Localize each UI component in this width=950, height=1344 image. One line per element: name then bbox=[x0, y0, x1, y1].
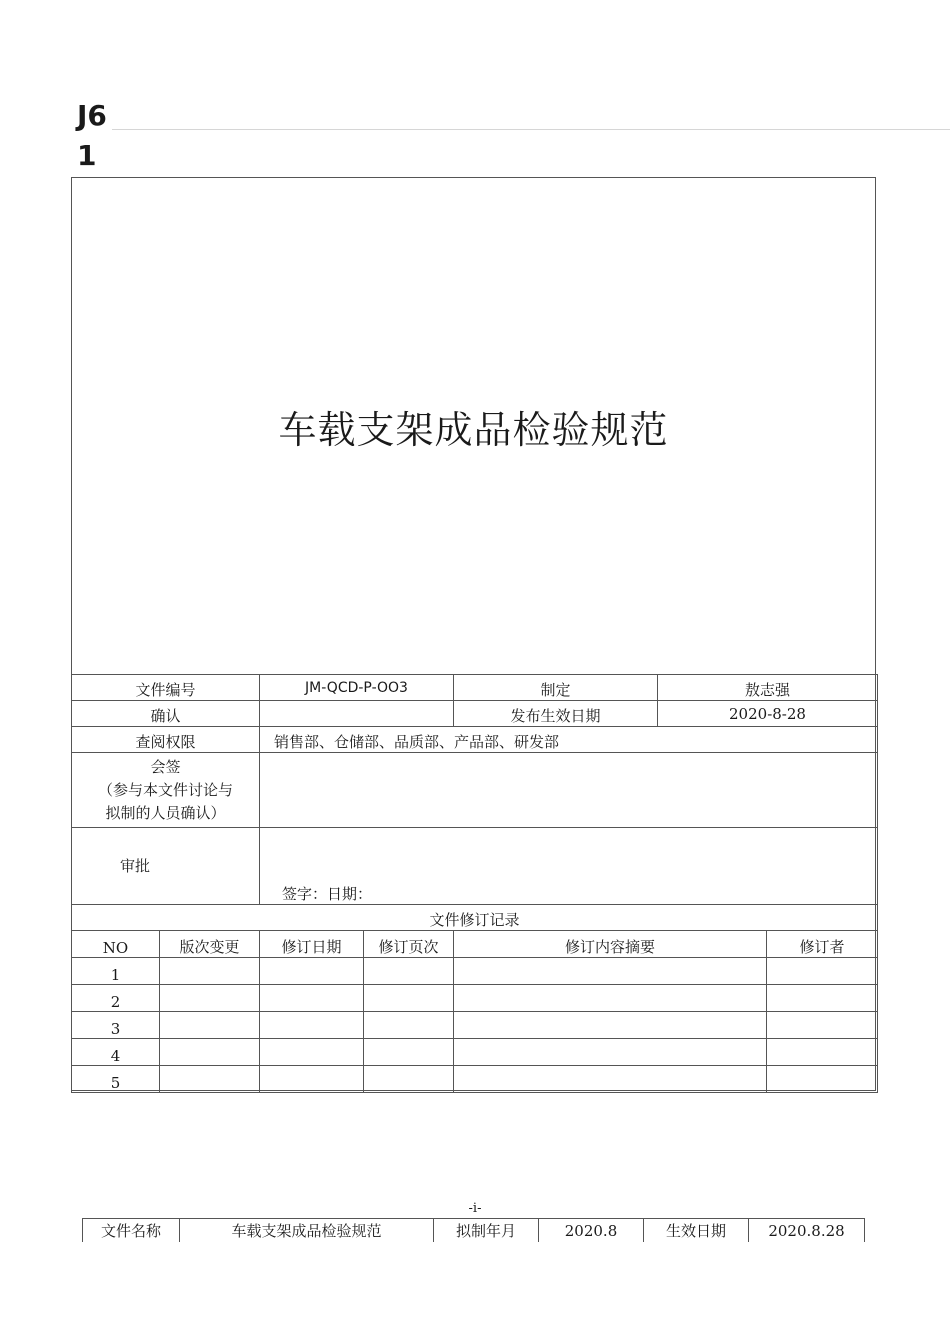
revision-header-pages: 修订页次 bbox=[364, 931, 454, 958]
author-label: 制定 bbox=[454, 675, 658, 701]
countersign-label bbox=[72, 753, 260, 828]
page-number: -i- bbox=[468, 1201, 482, 1216]
revision-cell bbox=[767, 1066, 878, 1093]
table-row bbox=[72, 1066, 878, 1093]
access-label: 查阅权限 bbox=[72, 727, 260, 753]
revision-header-no: NO bbox=[72, 931, 160, 958]
countersign-note-2: 拟制的人员确认） bbox=[105, 803, 226, 822]
footer-effective-label: 生效日期 bbox=[644, 1219, 749, 1243]
revision-cell bbox=[454, 958, 767, 985]
footer-draft-value: 2020.8 bbox=[539, 1219, 644, 1243]
revision-cell bbox=[364, 1066, 454, 1093]
revision-cell bbox=[454, 985, 767, 1012]
revision-header-version: 版次变更 bbox=[160, 931, 260, 958]
document-info-table bbox=[71, 674, 878, 905]
revision-cell bbox=[454, 1012, 767, 1039]
revision-cell bbox=[260, 958, 364, 985]
document-code-line1: J6 bbox=[77, 99, 107, 132]
revision-header-summary: 修订内容摘要 bbox=[454, 931, 767, 958]
header-divider bbox=[112, 129, 950, 130]
table-row bbox=[72, 1012, 878, 1039]
release-date-value: 2020-8-28 bbox=[658, 701, 878, 727]
revision-row-no: 2 bbox=[72, 985, 160, 1012]
revision-cell bbox=[260, 985, 364, 1012]
document-code bbox=[77, 96, 107, 176]
revision-cell bbox=[767, 985, 878, 1012]
revision-row-no: 4 bbox=[72, 1039, 160, 1066]
revision-cell bbox=[454, 1066, 767, 1093]
revision-cell bbox=[160, 958, 260, 985]
revision-cell bbox=[160, 1066, 260, 1093]
revision-cell bbox=[260, 1066, 364, 1093]
footer-name-label: 文件名称 bbox=[83, 1219, 180, 1243]
doc-no-value: JM-QCD-P-OO3 bbox=[260, 675, 454, 701]
revision-cell bbox=[454, 1039, 767, 1066]
countersign-title: 会签 bbox=[150, 757, 181, 776]
author-value: 敖志强 bbox=[658, 675, 878, 701]
footer-name-value: 车载支架成品检验规范 bbox=[180, 1219, 434, 1243]
revision-cell bbox=[767, 1039, 878, 1066]
revision-row-no: 3 bbox=[72, 1012, 160, 1039]
revision-table bbox=[71, 904, 878, 1093]
countersign-note-1: （参与本文件讨论与 bbox=[97, 780, 233, 799]
confirm-label: 确认 bbox=[72, 701, 260, 727]
revision-cell bbox=[260, 1012, 364, 1039]
revision-cell bbox=[160, 1039, 260, 1066]
footer-table bbox=[82, 1218, 865, 1242]
table-row bbox=[72, 958, 878, 985]
revision-cell bbox=[160, 1012, 260, 1039]
revision-cell bbox=[767, 958, 878, 985]
footer-draft-label: 拟制年月 bbox=[434, 1219, 539, 1243]
table-row bbox=[72, 1039, 878, 1066]
revision-cell bbox=[767, 1012, 878, 1039]
doc-no-label: 文件编号 bbox=[72, 675, 260, 701]
access-value: 销售部、仓储部、品质部、产品部、研发部 bbox=[260, 727, 878, 753]
approve-label: 审批 bbox=[72, 828, 260, 905]
document-title: 车载支架成品检验规范 bbox=[278, 408, 669, 452]
revision-header-reviser: 修订者 bbox=[767, 931, 878, 958]
revision-row-no: 5 bbox=[72, 1066, 160, 1093]
revision-cell bbox=[364, 1012, 454, 1039]
approve-sign-line: 签字：日期： bbox=[260, 828, 878, 905]
revision-cell bbox=[260, 1039, 364, 1066]
revision-title: 文件修订记录 bbox=[72, 905, 878, 931]
table-row bbox=[72, 985, 878, 1012]
document-code-line2: 1 bbox=[77, 139, 97, 172]
revision-cell bbox=[160, 985, 260, 1012]
revision-row-no: 1 bbox=[72, 958, 160, 985]
footer-effective-value: 2020.8.28 bbox=[749, 1219, 865, 1243]
revision-header-date: 修订日期 bbox=[260, 931, 364, 958]
release-date-label: 发布生效日期 bbox=[454, 701, 658, 727]
confirm-value bbox=[260, 701, 454, 727]
revision-cell bbox=[364, 1039, 454, 1066]
revision-cell bbox=[364, 985, 454, 1012]
revision-cell bbox=[364, 958, 454, 985]
countersign-area bbox=[260, 753, 878, 828]
